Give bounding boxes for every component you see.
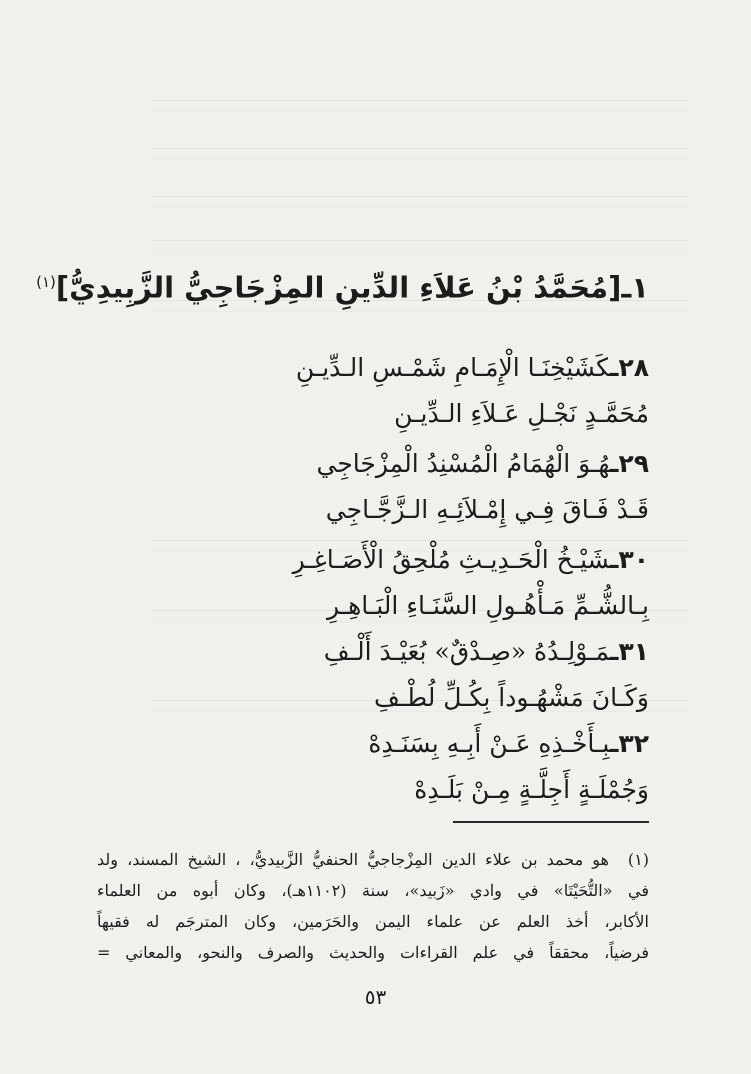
bleed-through-line (150, 100, 690, 112)
footnote-marker: (١) (627, 850, 649, 869)
footnote-line (97, 907, 649, 937)
heading-text: [مُحَمَّدُ بْنُ عَلاَءِ الدِّينِ المِزْجَاجِيُّ الزَّبِيدِيُّ] (55, 270, 622, 305)
heading-footnote-ref: (١) (36, 273, 56, 291)
verse-second-hemistich (89, 492, 649, 528)
footnote-line (97, 938, 649, 968)
verse-text: شَيْـخُ الْحَـدِيـثِ مُلْحِقُ الْأَصَـاغِـرِ (292, 545, 610, 574)
bleed-through-line (150, 196, 690, 208)
verse-text: مُحَمَّـدٍ نَجْـلِ عَـلاَءِ الـدِّيـنِ (394, 399, 649, 428)
footnote-line (97, 845, 649, 875)
bleed-through-line (150, 148, 690, 160)
verse-text: هُـوَ الْهُمَامُ الْمُسْنِدُ الْمِزْجَاجِي (316, 449, 610, 478)
footnote-separator (453, 821, 649, 823)
verse-number: ٣٢ـ (609, 729, 649, 758)
footnote-text: فرضياً، محققاً في علم القراءات والحديث والصرف والنحو، والمعاني = (97, 943, 649, 962)
verse-second-hemistich (89, 588, 649, 624)
verse-text: وَجُمْلَـةٍ أَجِلَّـةٍ مِـنْ بَلَـدِهْ (414, 775, 649, 804)
footnote-text: هو محمد بن علاء الدين المِزْجاجيُّ الحنفيُّ الزَّبيديُّ، ، الشيخ المسند، ولد (97, 850, 609, 869)
footnote-text: الأكابر، أخذ العلم عن علماء اليمن والحَرَمين، وكان المترجَم له فقيهاً (97, 912, 649, 931)
verse-second-hemistich (89, 680, 649, 716)
verse-first-hemistich (89, 542, 649, 578)
section-heading (36, 262, 649, 308)
page-number: ٥٣ (364, 985, 387, 1009)
verse-first-hemistich (89, 726, 649, 762)
verse-text: مَـوْلِـدُهُ «صِـدْقٌ» بُعَيْـدَ أَلْـفِ (323, 637, 610, 666)
footnote-text: في «التُّحَيْتَا» في وادي «زَبيد»، سنة (١١٠٢هـ)، وكان أبوه من العلماء (97, 881, 650, 900)
verse-second-hemistich (89, 772, 649, 808)
verse-text: قَـدْ فَـاقَ فِـي إِمْـلاَئِـهِ الـزَّجَّـاجِي (325, 495, 649, 524)
verse-text: كَشَيْخِنَـا الْإِمَـامِ شَمْـسِ الـدِّيـنِ (295, 353, 610, 382)
verse-second-hemistich (89, 396, 649, 432)
verse-first-hemistich (89, 634, 649, 670)
verse-text: بِـالشُّـمِّ مَـأْهُـولِ السَّنَـاءِ الْبَـاهِـرِ (327, 591, 649, 620)
verse-number: ٣١ـ (609, 637, 649, 666)
verse-text: بِـأَخْـذِهِ عَـنْ أَبِـهِ بِسَنَـدِهْ (368, 729, 610, 758)
footnote-line (97, 876, 649, 906)
verse-number: ٢٨ـ (609, 353, 649, 382)
verse-text: وَكَـانَ مَشْهُـوداً بِكُـلِّ لُطْـفِ (374, 683, 649, 712)
verse-first-hemistich (89, 446, 649, 482)
bleed-through-line (150, 240, 690, 252)
heading-number: ١ـ (621, 270, 649, 305)
verse-number: ٢٩ـ (609, 449, 649, 478)
verse-first-hemistich (89, 350, 649, 386)
verse-number: ٣٠ـ (609, 545, 649, 574)
